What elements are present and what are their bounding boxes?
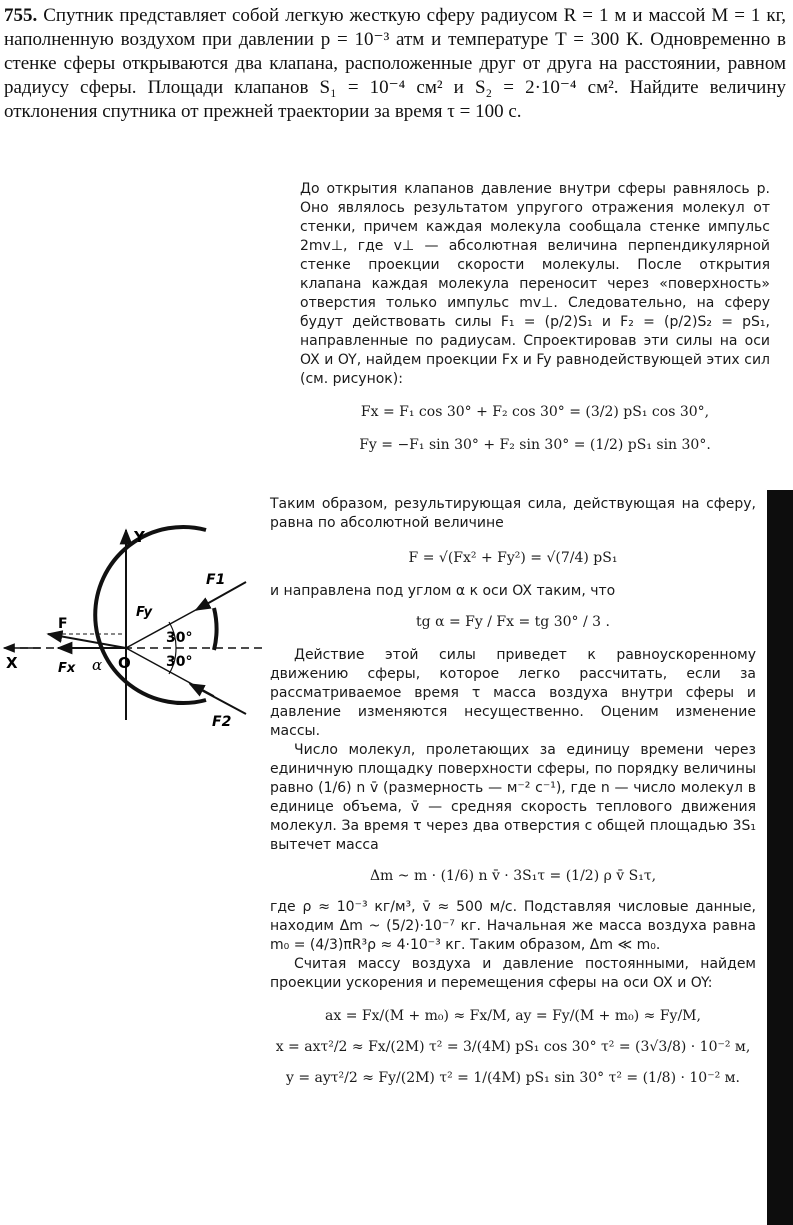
label-alpha: α — [92, 656, 103, 674]
solution-paragraph-2: Таким образом, результирующая сила, действующая на сферу, равна по абсолютной величине — [270, 496, 756, 531]
equation-y: y = ayτ²/2 ≈ Fy/(2M) τ² = 1/(4M) pS₁ sin 30° τ² = (1/8) · 10⁻² м. — [285, 1070, 740, 1086]
page-edge-shadow — [767, 490, 793, 1225]
equation-dm: Δm ~ m · (1/6) n v̄ · 3S₁τ = (1/2) ρ v̄ S₁τ, — [369, 868, 657, 884]
label-f1: F1 — [206, 572, 226, 588]
equation-f: F = √(Fx² + Fy²) = √(7/4) pS₁ — [408, 550, 618, 566]
solution-paragraph-7: Считая массу воздуха и давление постоянными, найдем проекции ускорения и перемещения сферы на оси OX и OY: — [270, 956, 756, 991]
solution-part-2 — [270, 495, 756, 1094]
equation-fx: Fx = F₁ cos 30° + F₂ cos 30° = (3/2) pS₁ cos 30°, — [360, 404, 710, 420]
equation-fy: Fy = −F₁ sin 30° + F₂ sin 30° = (1/2) pS₁ sin 30°. — [359, 437, 711, 453]
resultant-force-arrow — [48, 634, 126, 648]
problem-statement — [4, 4, 786, 124]
sphere-outline-right — [214, 608, 217, 650]
solution-paragraph-1: До открытия клапанов давление внутри сферы равнялось p. Оно являлось результатом упругого отражения молекул от стенки, причем каждая молекула сообщала стенке импульс 2mv⊥, где v⊥ — абсолютная величина перпендикулярной стенке проекции скорости молекулы. После открытия клапана каждая молекула переносит через «поверхность» отверстия только импульс mv⊥. Следовательно, на сферу будут действовать силы F₁ = (p/2)S₁ и F₂ = (p/2)S₂ = pS₁, направленные по радиусам. Спроектировав эти силы на оси OX и OY, найдем проекции Fx и Fy равнодействующей этих сил (см. рисунок): — [300, 181, 770, 387]
label-fy: Fy — [136, 605, 153, 620]
equation-tg: tg α = Fy / Fx = tg 30° / 3 . — [416, 614, 610, 630]
equation-a: ax = Fx/(M + m₀) ≈ Fx/M, ay = Fy/(M + m₀) ≈ Fy/M, — [325, 1008, 701, 1024]
label-fx: Fx — [58, 661, 76, 676]
force-diagram — [0, 490, 262, 730]
label-o: O — [118, 654, 131, 672]
label-y: Y — [134, 528, 145, 546]
problem-text: Спутник представляет собой легкую жесткую сферу радиусом R = 1 м и массой M = 1 кг, наполненную воздухом при давлении p = 10⁻³ атм и температуре T = 300 К. Одновременно в стенке сферы открываются два клапана, расположенные друг от друга на расстоянии, равном радиусу сферы. Площади клапанов S₁ = 10⁻⁴ см² и S₂ = 2·10⁻⁴ см². Найдите величину отклонения спутника от прежней траектории за время τ = 100 с. — [4, 5, 786, 122]
force-f2-arrow — [190, 684, 246, 714]
solution-paragraph-5: Число молекул, пролетающих за единицу времени через единичную площадку поверхности сферы, по порядку величины равно (1/6) n v̄ (размерность — м⁻² с⁻¹), где n — число молекул в единице объема, v̄ — средняя скорость теплового движения молекул. За время τ через два отверстия с общей площадью 3S₁ вытечет масса — [270, 742, 756, 853]
label-f2: F2 — [212, 714, 232, 730]
label-x: X — [6, 654, 18, 672]
solution-paragraph-4: Действие этой силы приведет к равноускоренному движению сферы, которое легко рассчитать, если за рассматриваемое время τ масса воздуха внутри сферы и давление изменяются несущественно. Оценим изменение массы. — [270, 647, 756, 739]
label-30-top: 30° — [166, 630, 193, 646]
solution-paragraph-6: где ρ ≈ 10⁻³ кг/м³, v̄ ≈ 500 м/с. Подставляя числовые данные, находим Δm ~ (5/2)·10⁻⁷ кг. Начальная же масса воздуха равна m₀ = (4/3)πR³ρ ≈ 4·10⁻³ кг. Таким образом, Δm ≪ m₀. — [270, 899, 756, 953]
label-30-bottom: 30° — [166, 654, 193, 670]
equation-x: x = axτ²/2 ≈ Fx/(2M) τ² = 3/(4M) pS₁ cos 30° τ² = (3√3/8) · 10⁻² м, — [275, 1039, 751, 1055]
label-f: F — [58, 616, 68, 632]
solution-paragraph-3: и направлена под углом α к оси OX таким, что — [270, 583, 616, 599]
problem-number: 755. — [4, 5, 38, 26]
solution-part-1 — [300, 180, 770, 461]
